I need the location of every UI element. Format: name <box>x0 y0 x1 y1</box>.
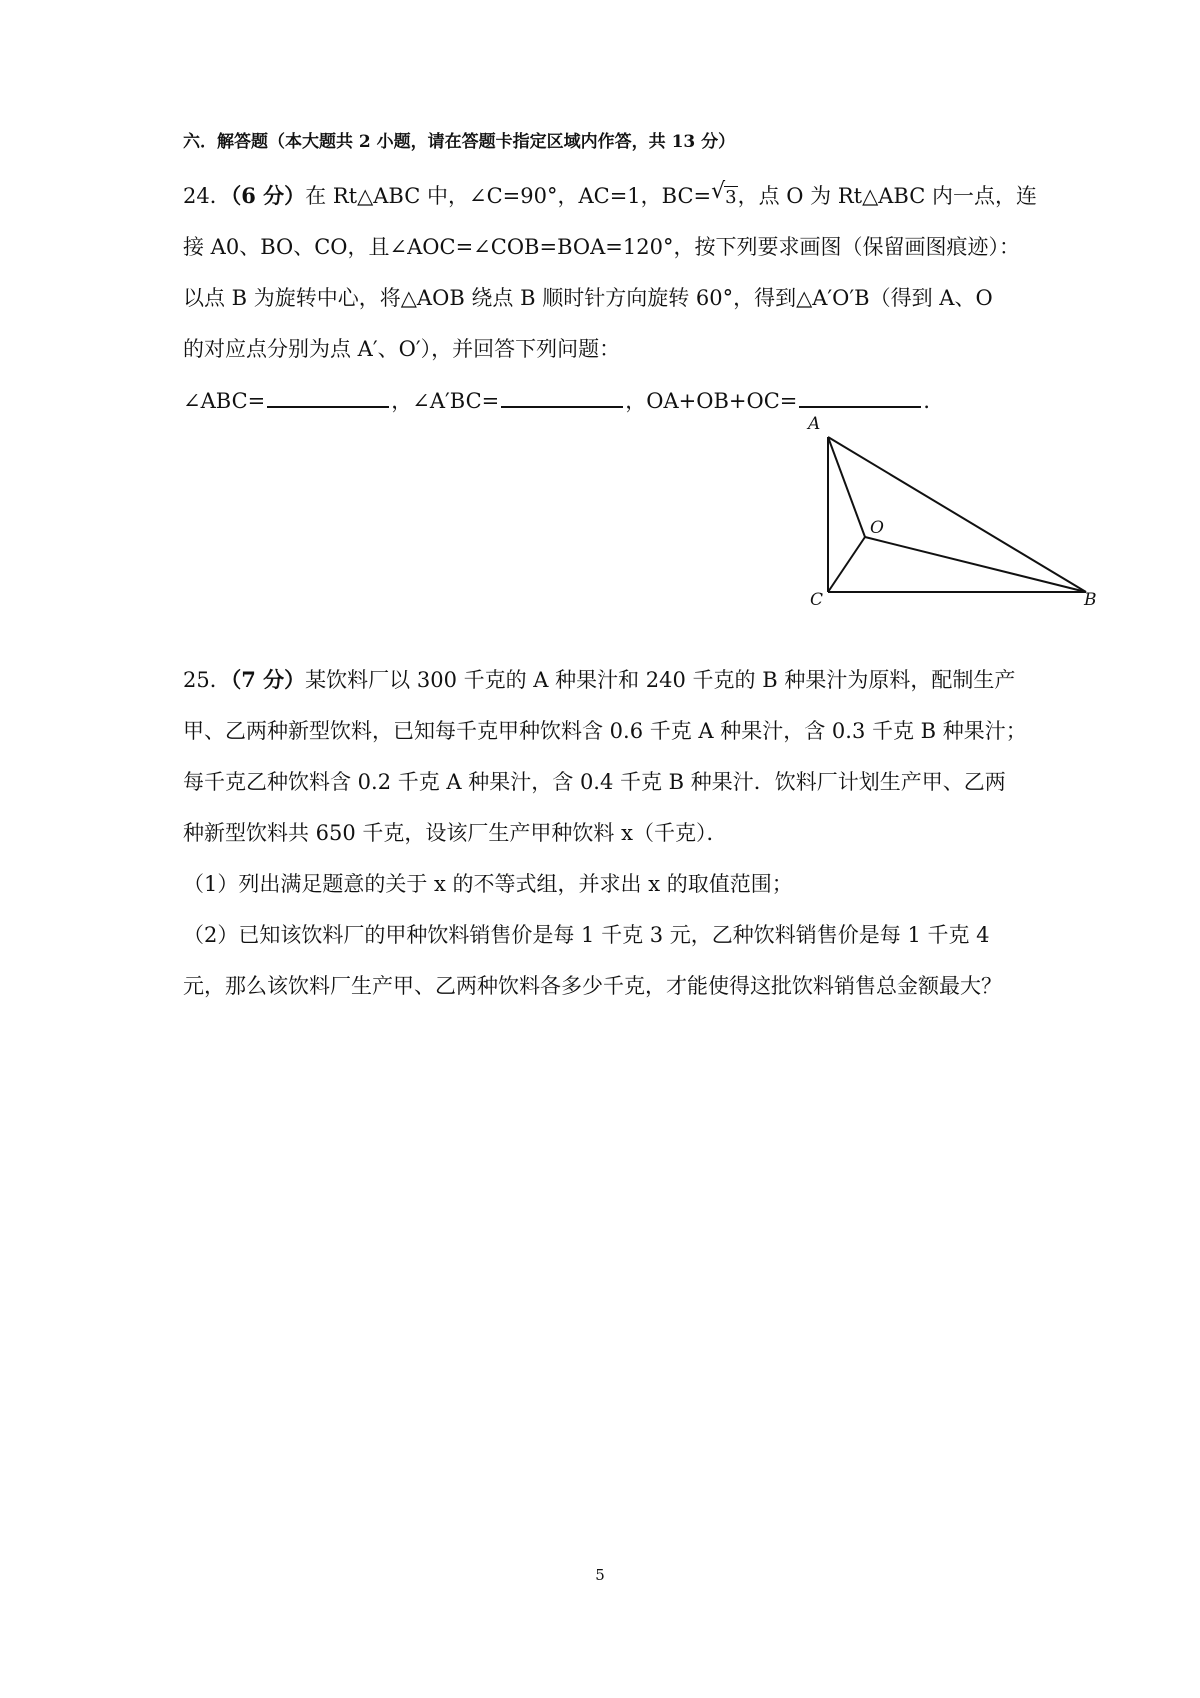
q25-part-2-line-1: （2）已知该饮料厂的甲种饮料销售价是每 1 千克 3 元，乙种饮料销售价是每 1 千克 4 <box>183 923 990 947</box>
section-heading: 六．解答题（本大题共 2 小题，请在答题卡指定区域内作答，共 13 分） <box>183 132 736 152</box>
answer-separator-1: ， <box>391 389 413 413</box>
segment-ao <box>828 437 865 537</box>
triangle-diagram <box>808 410 1108 610</box>
q25-text-1: 某饮料厂以 300 千克的 A 种果汁和 240 千克的 B 种果汁为原料，配制生产 <box>305 668 1016 692</box>
q24-line-3: 以点 B 为旋转中心，将△AOB 绕点 B 顺时针方向旋转 60°，得到△A′O′B（得到 A、O <box>183 286 993 310</box>
q24-text-1: 在 Rt△ABC 中，∠C=90°，AC=1，BC= <box>305 184 712 208</box>
q25-score: （7 分） <box>230 667 306 692</box>
answer-label-a-prime-bc: ∠A′BC= <box>412 389 500 413</box>
segment-ab <box>828 437 1086 592</box>
q25-line-1 <box>183 665 1015 695</box>
q25-part-2-line-2: 元，那么该饮料厂生产甲、乙两种饮料各多少千克，才能使得这批饮料销售总金额最大？ <box>183 974 1002 998</box>
answer-blank-abc[interactable] <box>267 388 389 408</box>
q24-number: 24． <box>183 184 231 208</box>
q24-score: （6 分） <box>230 183 306 208</box>
vertex-label-c: C <box>810 590 824 610</box>
segment-ob <box>865 537 1086 592</box>
radical-sign-icon: √ <box>711 179 726 204</box>
point-label-o: O <box>870 518 884 538</box>
q25-line-3: 每千克乙种饮料含 0.2 千克 A 种果汁，含 0.4 千克 B 种果汁．饮料厂计划生产甲、乙两 <box>183 770 1006 794</box>
answer-label-abc: ∠ABC= <box>183 389 266 413</box>
q24-line-2: 接 A0、BO、CO，且∠AOC=∠COB=BOA=120°，按下列要求画图（保留画图痕迹）： <box>183 235 1020 259</box>
answer-end-period: ． <box>923 389 945 413</box>
q25-line-2: 甲、乙两种新型饮料，已知每千克甲种饮料含 0.6 千克 A 种果汁，含 0.3 千克 B 种果汁； <box>183 719 1027 743</box>
answer-separator-2: ， <box>625 389 647 413</box>
q24-line-1 <box>183 181 1037 213</box>
answer-blank-a-prime-bc[interactable] <box>501 388 623 408</box>
q24-line-4: 的对应点分别为点 A′、O′），并回答下列问题： <box>183 337 621 361</box>
triangle-figure <box>808 410 1108 610</box>
vertex-label-a: A <box>808 414 821 434</box>
q25-part-1: （1）列出满足题意的关于 x 的不等式组，并求出 x 的取值范围； <box>183 872 793 896</box>
answer-label-sum: OA+OB+OC= <box>646 389 798 413</box>
q24-text-1-tail: ，点 O 为 Rt△ABC 内一点，连 <box>737 184 1037 208</box>
answer-blank-sum[interactable] <box>799 388 921 408</box>
sqrt-3-expression <box>711 181 737 213</box>
segment-co <box>828 537 865 592</box>
q25-line-4: 种新型饮料共 650 千克，设该厂生产甲种饮料 x（千克）． <box>183 821 728 845</box>
q25-number: 25． <box>183 668 231 692</box>
page-number: 5 <box>595 1566 605 1584</box>
vertex-label-b: B <box>1084 590 1097 610</box>
sqrt-radicand: 3 <box>725 187 737 208</box>
